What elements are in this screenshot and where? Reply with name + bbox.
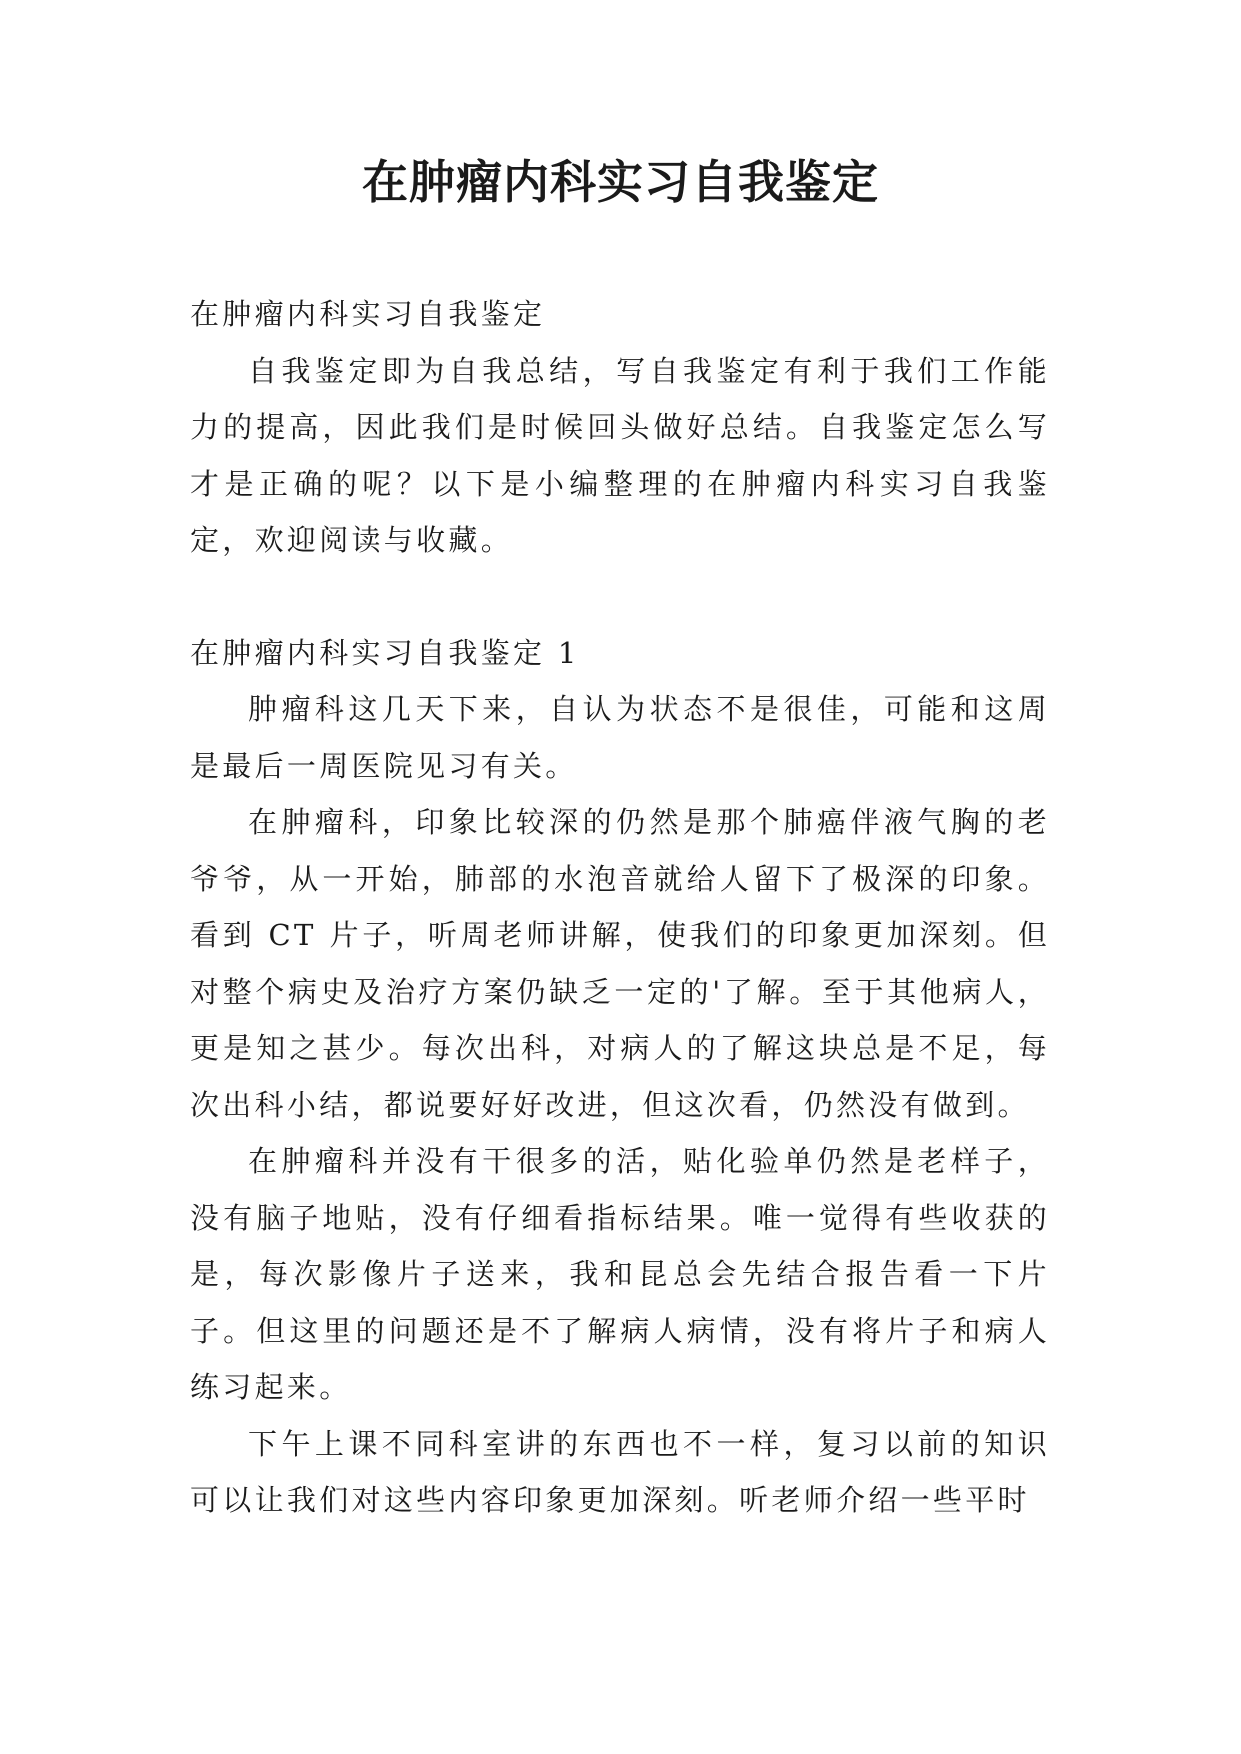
section-1-paragraph-2: 在肿瘤科，印象比较深的仍然是那个肺癌伴液气胸的老爷爷，从一开始，肺部的水泡音就给人留下了极深的印象。看到 CT 片子，听周老师讲解，使我们的印象更加深刻。但对整个病史及治疗方案仍缺乏一定的'了解。至于其他病人，更是知之甚少。每次出科，对病人的了解这块总是不足，每次出科小结，都说要好好改进，但这次看，仍然没有做到。	[190, 805, 1050, 1122]
intro-paragraph: 自我鉴定即为自我总结，写自我鉴定有利于我们工作能力的提高，因此我们是时候回头做好总结。自我鉴定怎么写才是正确的呢？以下是小编整理的在肿瘤内科实习自我鉴定，欢迎阅读与收藏。	[190, 353, 1050, 557]
document-body	[190, 286, 1050, 1529]
section-1-paragraph-4: 下午上课不同科室讲的东西也不一样，复习以前的知识可以让我们对这些内容印象更加深刻。听老师介绍一些平时	[190, 1426, 1050, 1517]
section-1-paragraph-1: 肿瘤科这几天下来，自认为状态不是很佳，可能和这周是最后一周医院见习有关。	[190, 692, 1050, 783]
section-1-paragraph-3: 在肿瘤科并没有干很多的活，贴化验单仍然是老样子，没有脑子地贴，没有仔细看指标结果。唯一觉得有些收获的是，每次影像片子送来，我和昆总会先结合报告看一下片子。但这里的问题还是不了解病人病情，没有将片子和病人练习起来。	[190, 1144, 1050, 1404]
document-title: 在肿瘤内科实习自我鉴定	[362, 155, 879, 209]
intro-heading: 在肿瘤内科实习自我鉴定	[190, 297, 546, 331]
section-spacer	[190, 569, 1050, 625]
section-1-heading: 在肿瘤内科实习自我鉴定 1	[190, 635, 580, 670]
